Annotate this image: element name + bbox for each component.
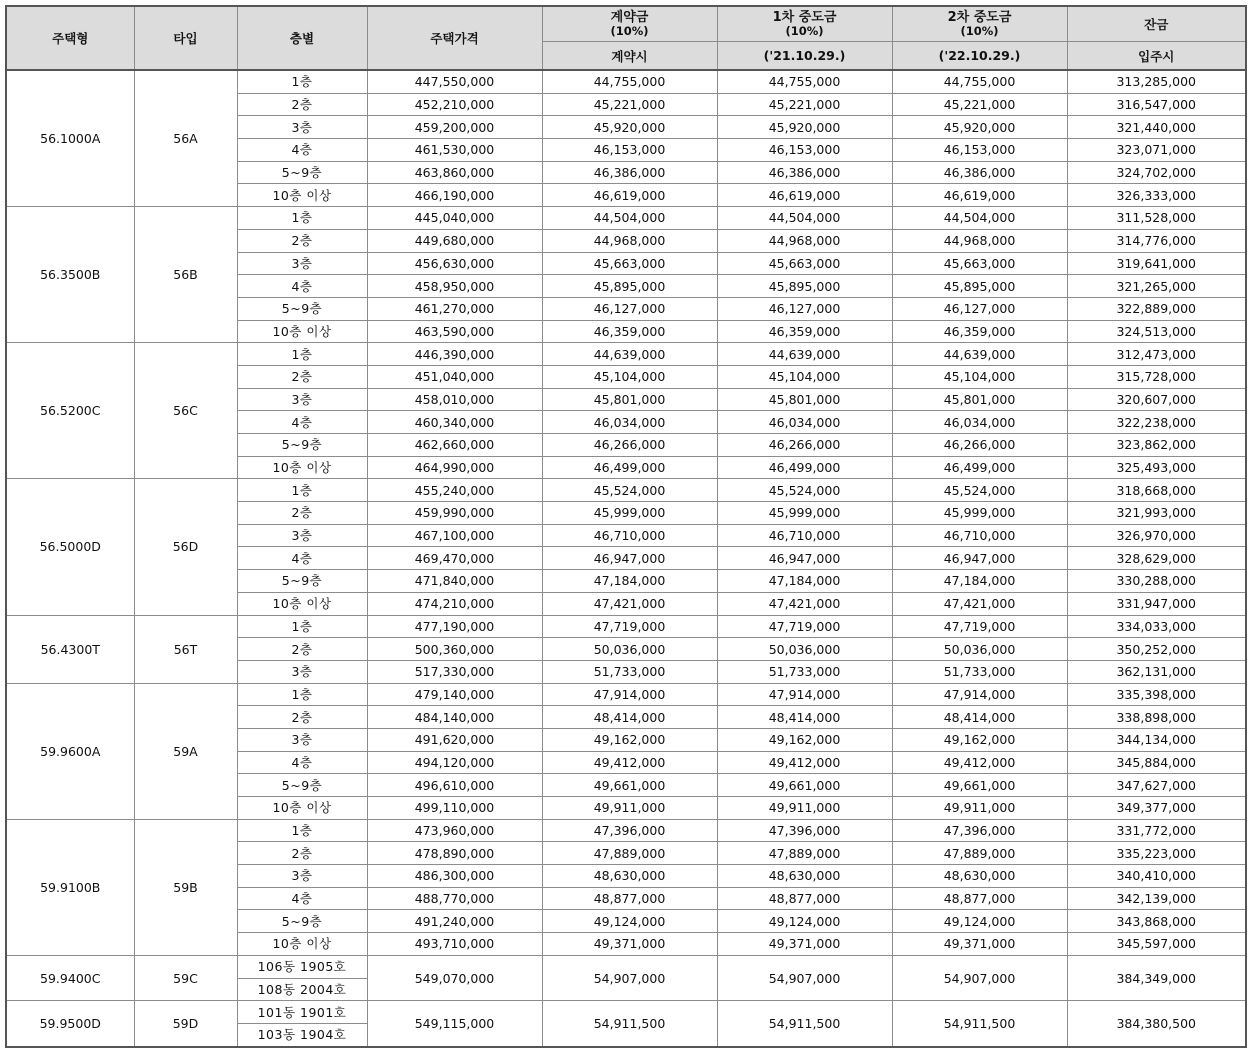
- price-cell: 445,040,000: [367, 207, 542, 230]
- mid2-cell: 47,889,000: [892, 842, 1067, 865]
- balance-cell: 324,513,000: [1067, 320, 1246, 343]
- balance-cell: 320,607,000: [1067, 388, 1246, 411]
- floor-cell: 2층: [237, 706, 367, 729]
- mid1-cell: 44,504,000: [717, 207, 892, 230]
- balance-cell: 344,134,000: [1067, 728, 1246, 751]
- price-cell: 458,950,000: [367, 275, 542, 298]
- floor-cell: 3층: [237, 728, 367, 751]
- mid1-cell: 49,371,000: [717, 933, 892, 956]
- price-table-container: [5, 5, 1245, 1048]
- mid2-cell: 45,920,000: [892, 116, 1067, 139]
- mid2-cell: 48,630,000: [892, 865, 1067, 888]
- mid1-cell: 45,895,000: [717, 275, 892, 298]
- price-cell: 455,240,000: [367, 479, 542, 502]
- balance-cell: 321,440,000: [1067, 116, 1246, 139]
- housing-type-cell: 59.9500D: [6, 1001, 134, 1047]
- mid1-cell: 48,630,000: [717, 865, 892, 888]
- mid1-cell: 47,184,000: [717, 570, 892, 593]
- price-cell: 517,330,000: [367, 660, 542, 683]
- contract-cell: 47,719,000: [542, 615, 717, 638]
- header-price: 주택가격: [367, 6, 542, 70]
- price-cell: 446,390,000: [367, 343, 542, 366]
- balance-cell: 323,862,000: [1067, 434, 1246, 457]
- price-cell: 500,360,000: [367, 638, 542, 661]
- floor-cell: 2층: [237, 638, 367, 661]
- contract-cell: 48,877,000: [542, 887, 717, 910]
- table-row: [6, 1001, 1246, 1024]
- mid1-cell: 46,034,000: [717, 411, 892, 434]
- housing-type-cell: 59.9100B: [6, 819, 134, 955]
- mid1-cell: 45,999,000: [717, 502, 892, 525]
- contract-cell: 45,524,000: [542, 479, 717, 502]
- price-cell: 467,100,000: [367, 524, 542, 547]
- contract-cell: 54,911,500: [542, 1001, 717, 1047]
- type-cell: 59A: [134, 683, 237, 819]
- price-cell: 463,590,000: [367, 320, 542, 343]
- header-balance-when: 입주시: [1067, 42, 1246, 71]
- floor-cell: 5~9층: [237, 161, 367, 184]
- balance-cell: 326,970,000: [1067, 524, 1246, 547]
- balance-cell: 315,728,000: [1067, 365, 1246, 388]
- contract-cell: 51,733,000: [542, 660, 717, 683]
- mid2-cell: 47,396,000: [892, 819, 1067, 842]
- header-balance: 잔금: [1067, 6, 1246, 42]
- header-contract-title: 계약금: [610, 10, 649, 25]
- floor-cell: 10층 이상: [237, 456, 367, 479]
- mid1-cell: 47,914,000: [717, 683, 892, 706]
- balance-cell: 345,884,000: [1067, 751, 1246, 774]
- price-cell: 459,990,000: [367, 502, 542, 525]
- balance-cell: 312,473,000: [1067, 343, 1246, 366]
- contract-cell: 45,104,000: [542, 365, 717, 388]
- price-cell: 461,270,000: [367, 297, 542, 320]
- contract-cell: 46,947,000: [542, 547, 717, 570]
- price-cell: 499,110,000: [367, 797, 542, 820]
- mid2-cell: 49,911,000: [892, 797, 1067, 820]
- contract-cell: 47,421,000: [542, 592, 717, 615]
- balance-cell: 345,597,000: [1067, 933, 1246, 956]
- floor-cell: 4층: [237, 547, 367, 570]
- header-contract-pct: (10%): [610, 24, 649, 38]
- floor-cell: 1층: [237, 615, 367, 638]
- contract-cell: 48,630,000: [542, 865, 717, 888]
- housing-type-cell: 56.4300T: [6, 615, 134, 683]
- balance-cell: 362,131,000: [1067, 660, 1246, 683]
- mid2-cell: 46,127,000: [892, 297, 1067, 320]
- contract-cell: 45,801,000: [542, 388, 717, 411]
- header-type: 타입: [134, 6, 237, 70]
- balance-cell: 313,285,000: [1067, 70, 1246, 93]
- floor-cell: 3층: [237, 660, 367, 683]
- mid2-cell: 47,719,000: [892, 615, 1067, 638]
- contract-cell: 49,162,000: [542, 728, 717, 751]
- mid2-cell: 49,661,000: [892, 774, 1067, 797]
- balance-cell: 349,377,000: [1067, 797, 1246, 820]
- floor-cell: 1층: [237, 207, 367, 230]
- contract-cell: 50,036,000: [542, 638, 717, 661]
- mid1-cell: 47,889,000: [717, 842, 892, 865]
- header-mid1-when: ('21.10.29.): [717, 42, 892, 71]
- balance-cell: 321,993,000: [1067, 502, 1246, 525]
- contract-cell: 45,920,000: [542, 116, 717, 139]
- mid2-cell: 45,801,000: [892, 388, 1067, 411]
- balance-cell: 334,033,000: [1067, 615, 1246, 638]
- housing-type-cell: 56.5000D: [6, 479, 134, 615]
- contract-cell: 47,396,000: [542, 819, 717, 842]
- table-body: [6, 70, 1246, 1047]
- floor-cell: 2층: [237, 365, 367, 388]
- balance-cell: 350,252,000: [1067, 638, 1246, 661]
- price-cell: 493,710,000: [367, 933, 542, 956]
- header-mid2-when: ('22.10.29.): [892, 42, 1067, 71]
- contract-cell: 48,414,000: [542, 706, 717, 729]
- mid1-cell: 49,162,000: [717, 728, 892, 751]
- floor-cell: 3층: [237, 252, 367, 275]
- type-cell: 56C: [134, 343, 237, 479]
- contract-cell: 44,504,000: [542, 207, 717, 230]
- floor-cell: 4층: [237, 139, 367, 162]
- mid1-cell: 49,124,000: [717, 910, 892, 933]
- balance-cell: 314,776,000: [1067, 229, 1246, 252]
- floor-cell: 1층: [237, 70, 367, 93]
- balance-cell: 342,139,000: [1067, 887, 1246, 910]
- floor-cell: 5~9층: [237, 434, 367, 457]
- floor-cell: 4층: [237, 751, 367, 774]
- contract-cell: 49,124,000: [542, 910, 717, 933]
- balance-cell: 335,398,000: [1067, 683, 1246, 706]
- table-row: [6, 955, 1246, 978]
- table-row: [6, 343, 1246, 366]
- contract-cell: 45,999,000: [542, 502, 717, 525]
- price-cell: 462,660,000: [367, 434, 542, 457]
- price-cell: 474,210,000: [367, 592, 542, 615]
- table-row: [6, 683, 1246, 706]
- mid2-cell: 46,153,000: [892, 139, 1067, 162]
- price-cell: 469,470,000: [367, 547, 542, 570]
- price-cell: 477,190,000: [367, 615, 542, 638]
- balance-cell: 384,380,500: [1067, 1001, 1246, 1047]
- price-cell: 458,010,000: [367, 388, 542, 411]
- floor-cell: 10층 이상: [237, 320, 367, 343]
- balance-cell: 328,629,000: [1067, 547, 1246, 570]
- price-cell: 466,190,000: [367, 184, 542, 207]
- header-mid1: [717, 6, 892, 42]
- mid2-cell: 46,710,000: [892, 524, 1067, 547]
- contract-cell: 47,184,000: [542, 570, 717, 593]
- price-cell: 459,200,000: [367, 116, 542, 139]
- mid2-cell: 51,733,000: [892, 660, 1067, 683]
- price-cell: 464,990,000: [367, 456, 542, 479]
- balance-cell: 343,868,000: [1067, 910, 1246, 933]
- type-cell: 56D: [134, 479, 237, 615]
- balance-cell: 335,223,000: [1067, 842, 1246, 865]
- floor-cell: 3층: [237, 524, 367, 547]
- mid1-cell: 47,719,000: [717, 615, 892, 638]
- floor-cell: 1층: [237, 343, 367, 366]
- type-cell: 59C: [134, 955, 237, 1000]
- floor-cell: 3층: [237, 388, 367, 411]
- balance-cell: 322,889,000: [1067, 297, 1246, 320]
- price-cell: 478,890,000: [367, 842, 542, 865]
- price-cell: 491,240,000: [367, 910, 542, 933]
- mid1-cell: 46,127,000: [717, 297, 892, 320]
- balance-cell: 325,493,000: [1067, 456, 1246, 479]
- floor-cell: 5~9층: [237, 297, 367, 320]
- balance-cell: 347,627,000: [1067, 774, 1246, 797]
- price-cell: 549,115,000: [367, 1001, 542, 1047]
- contract-cell: 47,889,000: [542, 842, 717, 865]
- contract-cell: 45,895,000: [542, 275, 717, 298]
- floor-cell: 4층: [237, 411, 367, 434]
- mid2-cell: 46,619,000: [892, 184, 1067, 207]
- floor-cell: 3층: [237, 865, 367, 888]
- mid2-cell: 44,504,000: [892, 207, 1067, 230]
- mid2-cell: 54,911,500: [892, 1001, 1067, 1047]
- mid1-cell: 51,733,000: [717, 660, 892, 683]
- mid1-cell: 54,907,000: [717, 955, 892, 1000]
- floor-cell: 5~9층: [237, 570, 367, 593]
- mid1-cell: 54,911,500: [717, 1001, 892, 1047]
- contract-cell: 44,755,000: [542, 70, 717, 93]
- mid1-cell: 48,414,000: [717, 706, 892, 729]
- floor-cell: 2층: [237, 842, 367, 865]
- mid1-cell: 49,911,000: [717, 797, 892, 820]
- table-row: [6, 70, 1246, 93]
- balance-cell: 338,898,000: [1067, 706, 1246, 729]
- contract-cell: 46,034,000: [542, 411, 717, 434]
- type-cell: 56A: [134, 70, 237, 207]
- mid1-cell: 45,920,000: [717, 116, 892, 139]
- floor-cell: 106동 1905호: [237, 955, 367, 978]
- mid2-cell: 45,524,000: [892, 479, 1067, 502]
- balance-cell: 319,641,000: [1067, 252, 1246, 275]
- floor-cell: 101동 1901호: [237, 1001, 367, 1024]
- floor-cell: 1층: [237, 683, 367, 706]
- price-cell: 491,620,000: [367, 728, 542, 751]
- mid2-cell: 45,895,000: [892, 275, 1067, 298]
- mid2-cell: 47,914,000: [892, 683, 1067, 706]
- header-contract-when: 계약시: [542, 42, 717, 71]
- mid2-cell: 46,499,000: [892, 456, 1067, 479]
- floor-cell: 2층: [237, 502, 367, 525]
- price-cell: 484,140,000: [367, 706, 542, 729]
- floor-cell: 2층: [237, 229, 367, 252]
- mid1-cell: 46,619,000: [717, 184, 892, 207]
- housing-type-cell: 59.9600A: [6, 683, 134, 819]
- header-floor: 층별: [237, 6, 367, 70]
- contract-cell: 49,661,000: [542, 774, 717, 797]
- balance-cell: 384,349,000: [1067, 955, 1246, 1000]
- mid1-cell: 49,661,000: [717, 774, 892, 797]
- floor-cell: 4층: [237, 887, 367, 910]
- mid2-cell: 44,639,000: [892, 343, 1067, 366]
- balance-cell: 311,528,000: [1067, 207, 1246, 230]
- mid1-cell: 49,412,000: [717, 751, 892, 774]
- floor-cell: 108동 2004호: [237, 978, 367, 1001]
- price-cell: 471,840,000: [367, 570, 542, 593]
- table-row: [6, 207, 1246, 230]
- floor-cell: 4층: [237, 275, 367, 298]
- floor-cell: 1층: [237, 479, 367, 502]
- mid1-cell: 46,153,000: [717, 139, 892, 162]
- table-row: [6, 819, 1246, 842]
- price-cell: 451,040,000: [367, 365, 542, 388]
- contract-cell: 54,907,000: [542, 955, 717, 1000]
- price-cell: 494,120,000: [367, 751, 542, 774]
- contract-cell: 47,914,000: [542, 683, 717, 706]
- price-cell: 447,550,000: [367, 70, 542, 93]
- mid2-cell: 46,359,000: [892, 320, 1067, 343]
- housing-type-cell: 56.3500B: [6, 207, 134, 343]
- balance-cell: 318,668,000: [1067, 479, 1246, 502]
- balance-cell: 340,410,000: [1067, 865, 1246, 888]
- housing-type-cell: 56.5200C: [6, 343, 134, 479]
- mid2-cell: 46,034,000: [892, 411, 1067, 434]
- mid2-cell: 45,221,000: [892, 93, 1067, 116]
- mid1-cell: 46,710,000: [717, 524, 892, 547]
- balance-cell: 322,238,000: [1067, 411, 1246, 434]
- contract-cell: 49,371,000: [542, 933, 717, 956]
- mid1-cell: 50,036,000: [717, 638, 892, 661]
- balance-cell: 321,265,000: [1067, 275, 1246, 298]
- type-cell: 59B: [134, 819, 237, 955]
- mid2-cell: 49,124,000: [892, 910, 1067, 933]
- mid1-cell: 47,396,000: [717, 819, 892, 842]
- mid2-cell: 44,755,000: [892, 70, 1067, 93]
- header-housing-type: 주택형: [6, 6, 134, 70]
- type-cell: 56T: [134, 615, 237, 683]
- mid1-cell: 48,877,000: [717, 887, 892, 910]
- mid1-cell: 46,266,000: [717, 434, 892, 457]
- floor-cell: 10층 이상: [237, 592, 367, 615]
- balance-cell: 330,288,000: [1067, 570, 1246, 593]
- contract-cell: 49,412,000: [542, 751, 717, 774]
- price-cell: 496,610,000: [367, 774, 542, 797]
- price-cell: 452,210,000: [367, 93, 542, 116]
- floor-cell: 3층: [237, 116, 367, 139]
- price-cell: 460,340,000: [367, 411, 542, 434]
- floor-cell: 5~9층: [237, 774, 367, 797]
- mid1-cell: 46,947,000: [717, 547, 892, 570]
- mid2-cell: 48,414,000: [892, 706, 1067, 729]
- contract-cell: 46,153,000: [542, 139, 717, 162]
- mid2-cell: 44,968,000: [892, 229, 1067, 252]
- balance-cell: 324,702,000: [1067, 161, 1246, 184]
- mid1-cell: 46,359,000: [717, 320, 892, 343]
- contract-cell: 44,639,000: [542, 343, 717, 366]
- mid2-cell: 48,877,000: [892, 887, 1067, 910]
- mid2-cell: 47,184,000: [892, 570, 1067, 593]
- contract-cell: 46,266,000: [542, 434, 717, 457]
- table-row: [6, 615, 1246, 638]
- header-mid2-title: 2차 중도금: [947, 10, 1012, 25]
- mid2-cell: 46,386,000: [892, 161, 1067, 184]
- floor-cell: 10층 이상: [237, 184, 367, 207]
- price-cell: 473,960,000: [367, 819, 542, 842]
- mid2-cell: 49,412,000: [892, 751, 1067, 774]
- floor-cell: 5~9층: [237, 910, 367, 933]
- type-cell: 56B: [134, 207, 237, 343]
- price-cell: 549,070,000: [367, 955, 542, 1000]
- price-table: [5, 5, 1247, 1048]
- contract-cell: 46,386,000: [542, 161, 717, 184]
- balance-cell: 326,333,000: [1067, 184, 1246, 207]
- price-cell: 461,530,000: [367, 139, 542, 162]
- floor-cell: 103동 1904호: [237, 1023, 367, 1046]
- mid1-cell: 45,801,000: [717, 388, 892, 411]
- mid2-cell: 49,371,000: [892, 933, 1067, 956]
- type-cell: 59D: [134, 1001, 237, 1047]
- header-mid1-title: 1차 중도금: [772, 10, 837, 25]
- price-cell: 486,300,000: [367, 865, 542, 888]
- mid2-cell: 47,421,000: [892, 592, 1067, 615]
- contract-cell: 46,619,000: [542, 184, 717, 207]
- contract-cell: 45,221,000: [542, 93, 717, 116]
- contract-cell: 45,663,000: [542, 252, 717, 275]
- table-row: [6, 479, 1246, 502]
- price-cell: 456,630,000: [367, 252, 542, 275]
- price-cell: 488,770,000: [367, 887, 542, 910]
- mid1-cell: 45,221,000: [717, 93, 892, 116]
- mid2-cell: 46,266,000: [892, 434, 1067, 457]
- contract-cell: 46,359,000: [542, 320, 717, 343]
- price-cell: 463,860,000: [367, 161, 542, 184]
- contract-cell: 49,911,000: [542, 797, 717, 820]
- price-cell: 479,140,000: [367, 683, 542, 706]
- balance-cell: 323,071,000: [1067, 139, 1246, 162]
- header-mid2: [892, 6, 1067, 42]
- mid1-cell: 44,755,000: [717, 70, 892, 93]
- mid1-cell: 46,499,000: [717, 456, 892, 479]
- mid1-cell: 45,524,000: [717, 479, 892, 502]
- contract-cell: 46,499,000: [542, 456, 717, 479]
- contract-cell: 46,710,000: [542, 524, 717, 547]
- header-contract: [542, 6, 717, 42]
- mid1-cell: 44,968,000: [717, 229, 892, 252]
- floor-cell: 10층 이상: [237, 797, 367, 820]
- floor-cell: 2층: [237, 93, 367, 116]
- header-mid2-pct: (10%): [960, 24, 999, 38]
- balance-cell: 331,772,000: [1067, 819, 1246, 842]
- mid1-cell: 44,639,000: [717, 343, 892, 366]
- mid1-cell: 45,104,000: [717, 365, 892, 388]
- housing-type-cell: 59.9400C: [6, 955, 134, 1000]
- mid1-cell: 46,386,000: [717, 161, 892, 184]
- balance-cell: 331,947,000: [1067, 592, 1246, 615]
- mid2-cell: 50,036,000: [892, 638, 1067, 661]
- mid2-cell: 45,663,000: [892, 252, 1067, 275]
- mid1-cell: 45,663,000: [717, 252, 892, 275]
- floor-cell: 10층 이상: [237, 933, 367, 956]
- contract-cell: 46,127,000: [542, 297, 717, 320]
- balance-cell: 316,547,000: [1067, 93, 1246, 116]
- mid2-cell: 54,907,000: [892, 955, 1067, 1000]
- header-mid1-pct: (10%): [785, 24, 824, 38]
- table-header: [6, 6, 1246, 70]
- mid2-cell: 49,162,000: [892, 728, 1067, 751]
- housing-type-cell: 56.1000A: [6, 70, 134, 207]
- mid2-cell: 45,104,000: [892, 365, 1067, 388]
- mid1-cell: 47,421,000: [717, 592, 892, 615]
- floor-cell: 1층: [237, 819, 367, 842]
- mid2-cell: 46,947,000: [892, 547, 1067, 570]
- contract-cell: 44,968,000: [542, 229, 717, 252]
- price-cell: 449,680,000: [367, 229, 542, 252]
- mid2-cell: 45,999,000: [892, 502, 1067, 525]
